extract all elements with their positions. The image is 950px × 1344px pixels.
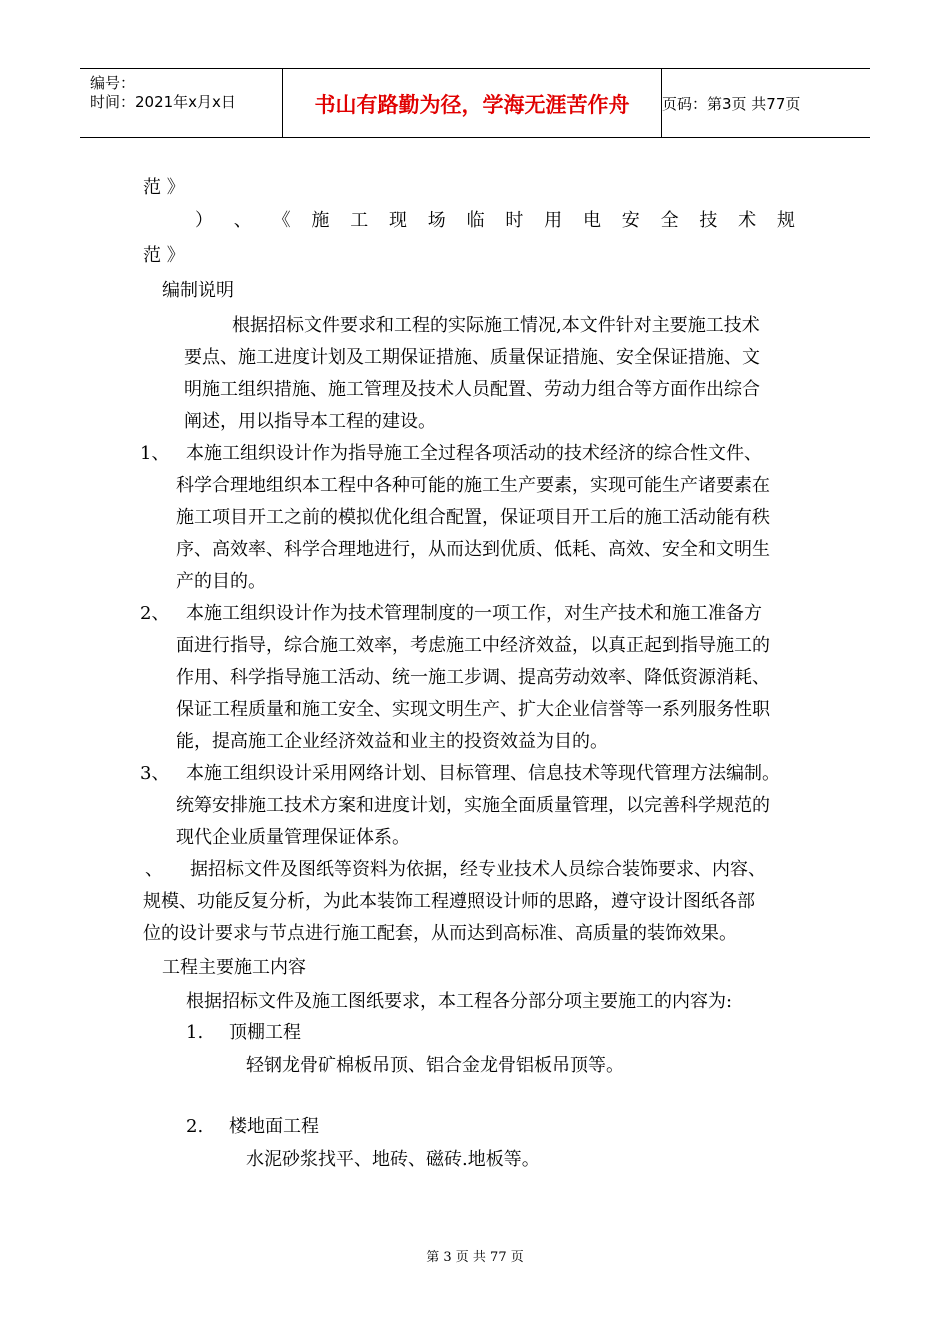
text-line: 统筹安排施工技术方案和进度计划，实施全面质量管理，以完善科学规范的: [176, 795, 770, 816]
spread-char: 现: [388, 210, 407, 231]
spread-char: 安: [621, 210, 640, 231]
item-title: 顶棚工程: [229, 1022, 301, 1043]
spread-char: 、: [233, 210, 252, 231]
section-heading: 工程主要施工内容: [162, 957, 306, 978]
header-meta-cell: [80, 69, 280, 137]
spread-char: 工: [350, 210, 369, 231]
time-label: 时间：2021年x月x日: [90, 93, 236, 111]
document-header: [80, 68, 870, 138]
text-line: 本施工组织设计作为指导施工全过程各项活动的技术经济的综合性文件、: [186, 443, 762, 464]
text-line: 能，提高施工企业经济效益和业主的投资效益为目的。: [176, 731, 608, 752]
text-line: 范 》: [143, 245, 185, 266]
spread-char: 全: [660, 210, 679, 231]
text-line: 序、高效率、科学合理地进行，从而达到优质、低耗、高效、安全和文明生: [176, 539, 770, 560]
list-number: 3、: [140, 763, 170, 784]
text-line: 根据招标文件及施工图纸要求，本工程各分部分项主要施工的内容为:: [186, 991, 733, 1012]
item-title: 楼地面工程: [229, 1116, 319, 1137]
motto: 书山有路勤为径，学海无涯苦作舟: [314, 93, 630, 117]
text-line: 范 》: [143, 177, 185, 198]
spread-char: 规: [776, 210, 795, 231]
code-label: 编号：: [90, 74, 136, 92]
spread-char: 施: [311, 210, 330, 231]
spread-char: 《: [272, 210, 291, 231]
text-line: 产的目的。: [176, 571, 266, 592]
item-description: 水泥砂浆找平、地砖、磁砖.地板等。: [246, 1149, 540, 1170]
spread-char: 电: [582, 210, 601, 231]
list-number: 1、: [140, 443, 170, 464]
spread-char: ）: [195, 210, 213, 231]
spread-char: 用: [544, 210, 563, 231]
spread-title-line: [195, 209, 795, 233]
text-line: 要点、施工进度计划及工期保证措施、质量保证措施、安全保证措施、文: [184, 347, 760, 368]
text-line: 根据招标文件要求和工程的实际施工情况,本文件针对主要施工技术: [232, 315, 760, 336]
text-line: 科学合理地组织本工程中各种可能的施工生产要素，实现可能生产诸要素在: [176, 475, 770, 496]
item-description: 轻钢龙骨矿棉板吊顶、铝合金龙骨铝板吊顶等。: [246, 1055, 624, 1076]
spread-char: 临: [466, 210, 485, 231]
text-line: 本施工组织设计作为技术管理制度的一项工作，对生产技术和施工准备方: [186, 603, 762, 624]
spread-char: 时: [505, 210, 524, 231]
header-page-cell: [662, 69, 870, 137]
text-line: 施工项目开工之前的模拟优化组合配置，保证项目开工后的施工活动能有秩: [176, 507, 770, 528]
text-line: 面进行指导，综合施工效率，考虑施工中经济效益，以真正起到指导施工的: [176, 635, 770, 656]
spread-char: 术: [738, 210, 757, 231]
header-motto-cell: [282, 69, 662, 137]
list-number: 、: [145, 859, 163, 880]
text-line: 规模、功能反复分析，为此本装饰工程遵照设计师的思路，遵守设计图纸各部: [143, 891, 755, 912]
page-footer: 第 3 页 共 77 页: [426, 1250, 524, 1265]
text-line: 保证工程质量和施工安全、实现文明生产、扩大企业信誉等一系列服务性职: [176, 699, 770, 720]
text-line: 作用、科学指导施工活动、统一施工步调、提高劳动效率、降低资源消耗、: [176, 667, 770, 688]
page-info: 页码：第3页 共77页: [662, 95, 801, 113]
text-line: 阐述，用以指导本工程的建设。: [184, 411, 436, 432]
text-line: 现代企业质量管理保证体系。: [176, 827, 410, 848]
section-heading: 编制说明: [162, 280, 234, 301]
list-number: 2、: [140, 603, 170, 624]
text-line: 位的设计要求与节点进行施工配套，从而达到高标准、高质量的装饰效果。: [143, 923, 737, 944]
spread-char: 场: [427, 210, 446, 231]
spread-char: 技: [699, 210, 718, 231]
item-number: 1.: [186, 1022, 204, 1043]
text-line: 本施工组织设计采用网络计划、目标管理、信息技术等现代管理方法编制。: [186, 763, 780, 784]
item-number: 2.: [186, 1116, 204, 1137]
text-line: 明施工组织措施、施工管理及技术人员配置、劳动力组合等方面作出综合: [184, 379, 760, 400]
text-line: 据招标文件及图纸等资料为依据，经专业技术人员综合装饰要求、内容、: [190, 859, 766, 880]
